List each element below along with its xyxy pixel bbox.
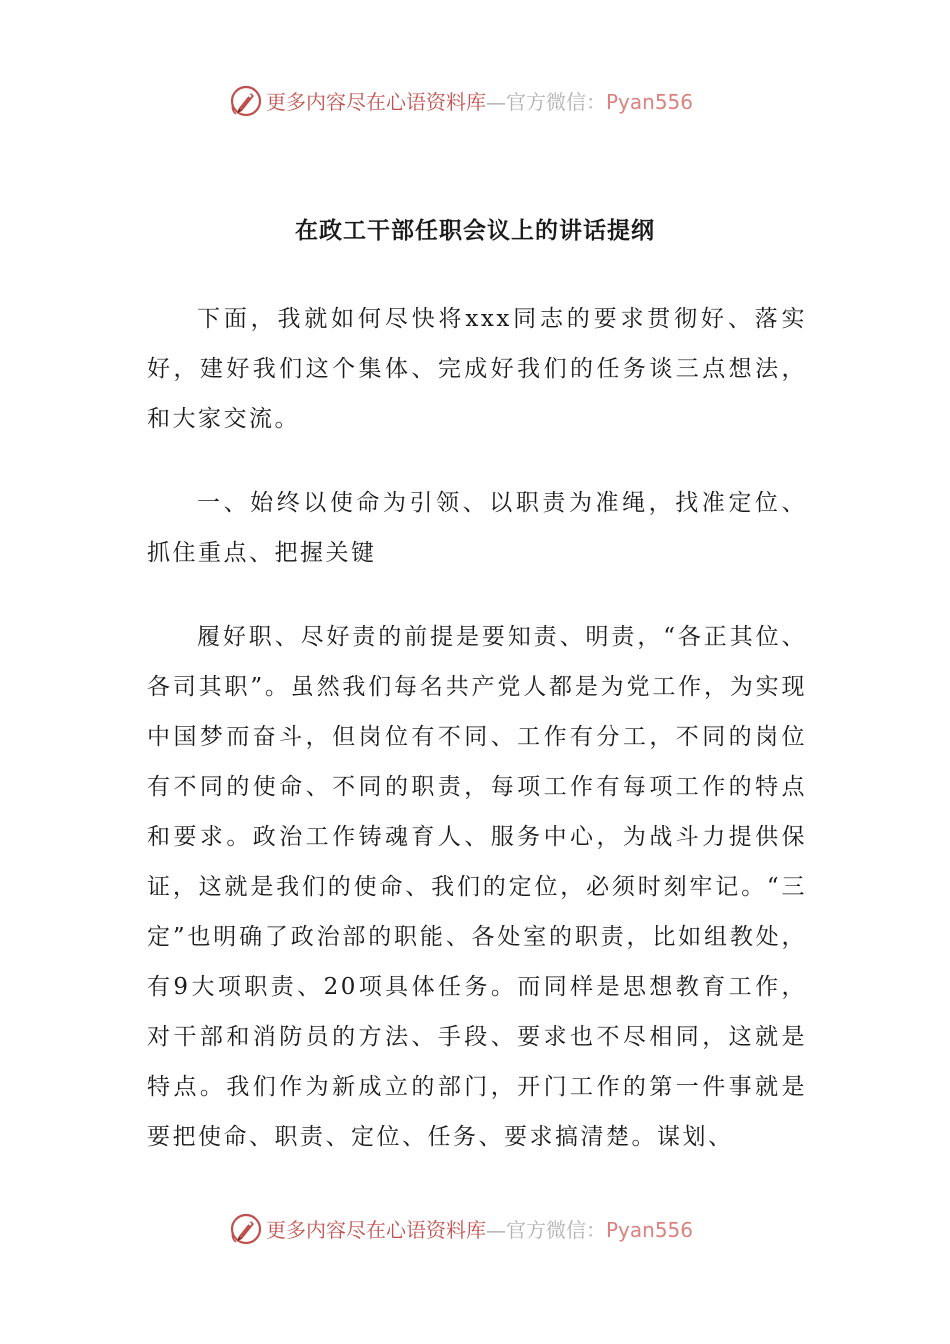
document-title: 在政工干部任职会议上的讲话提纲 <box>295 217 655 244</box>
watermark-main-text: 更多内容尽在心语资料库 <box>266 1218 486 1242</box>
watermark-wechat-id: Pyan556 <box>606 90 694 114</box>
watermark-main-text: 更多内容尽在心语资料库 <box>266 90 486 114</box>
watermark-wechat-id: Pyan556 <box>606 1218 694 1242</box>
watermark-wechat-label: 官方微信： <box>506 90 606 114</box>
header-watermark <box>0 82 950 122</box>
section-heading-1: 一、始终以使命为引领、以职责为准绳，找准定位、抓住重点、把握关键 <box>147 490 807 566</box>
footer-watermark <box>0 1210 950 1250</box>
watermark-separator: — <box>486 1218 506 1242</box>
paragraph-intro: 下面，我就如何尽快将xxx同志的要求贯彻好、落实好，建好我们这个集体、完成好我们的任务谈三点想法，和大家交流。 <box>147 306 807 432</box>
watermark-text <box>266 1217 693 1243</box>
paragraph-body: 履好职、尽好责的前提是要知责、明责，“各正其位、各司其职”。虽然我们每名共产党人都是为党工作，为实现中国梦而奋斗，但岗位有不同、工作有分工，不同的岗位有不同的使命、不同的职责，每项工作有每项工作的特点和要求。政治工作铸魂育人、服务中心，为战斗力提供保证，这就是我们的使命、我们的定位，必须时刻牢记。“三定”也明确了政治部的职能、各处室的职责，比如组教处，有9大项职责、20项具体任务。而同样是思想教育工作，对干部和消防员的方法、手段、要求也不尽相同，这就是特点。我们作为新成立的部门，开门工作的第一件事就是要把使命、职责、定位、任务、要求搞清楚。谋划、 <box>147 624 807 1150</box>
watermark-text <box>266 89 693 115</box>
watermark-separator: — <box>486 90 506 114</box>
pen-nib-circle-icon <box>229 1212 263 1246</box>
watermark-wechat-label: 官方微信： <box>506 1218 606 1242</box>
pen-nib-circle-icon <box>229 84 263 118</box>
